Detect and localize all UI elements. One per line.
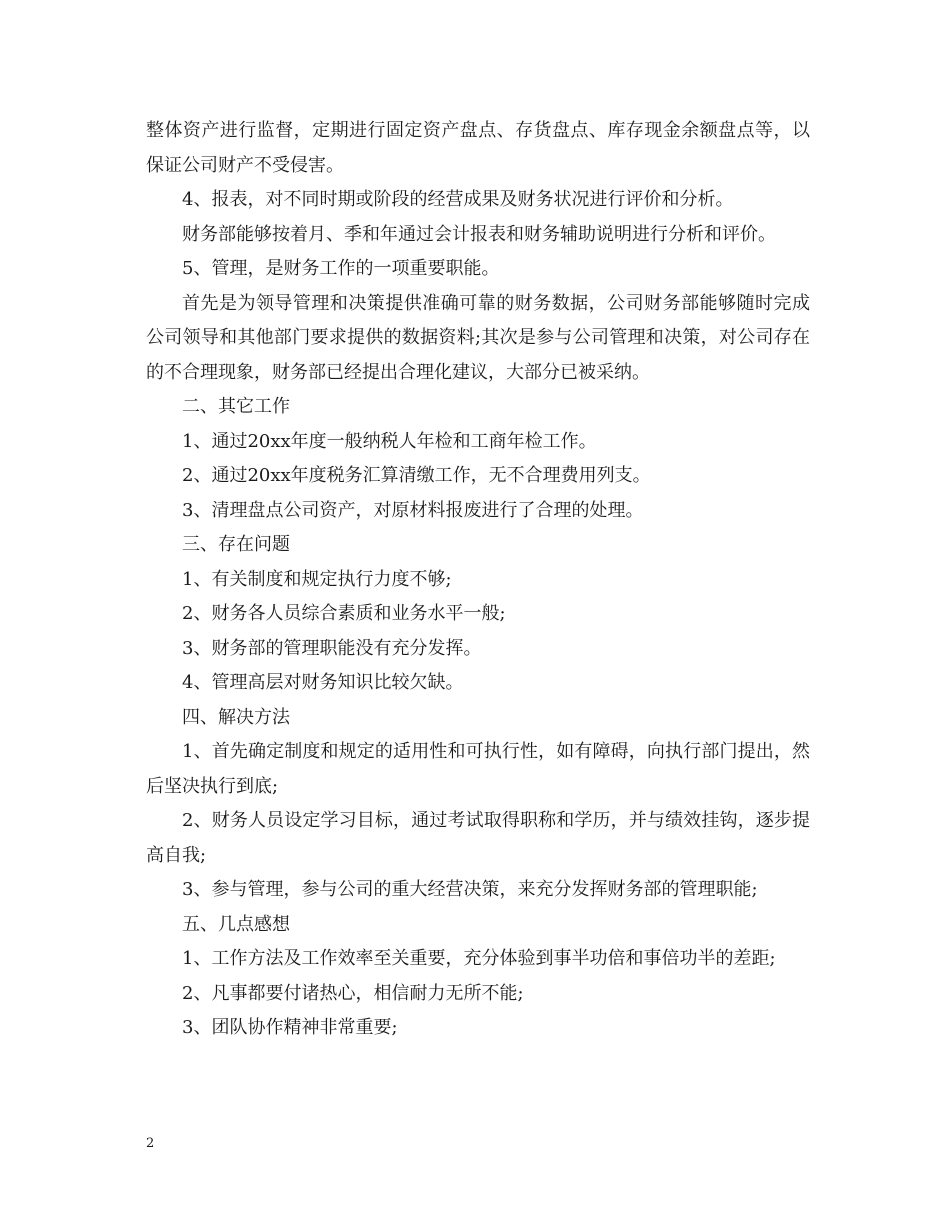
- list-item: 2、财务人员设定学习目标，通过考试取得职称和学历，并与绩效挂钩，逐步提高自我;: [146, 810, 810, 866]
- list-item: 3、清理盘点公司资产，对原材料报废进行了合理的处理。: [182, 499, 644, 521]
- list-item: 3、财务部的管理职能没有充分发挥。: [182, 637, 482, 659]
- paragraph: 财务部能够按着月、季和年通过会计报表和财务辅助说明进行分析和评价。: [182, 223, 776, 245]
- section-heading: 四、解决方法: [182, 706, 290, 728]
- list-item: 1、有关制度和规定执行力度不够;: [182, 568, 452, 590]
- list-item: 2、财务各人员综合素质和业务水平一般;: [182, 603, 506, 624]
- list-item: 3、团队协作精神非常重要;: [182, 1017, 398, 1038]
- paragraph: 整体资产进行监督，定期进行固定资产盘点、存货盘点、库存现金余额盘点等，以保证公司财产不受侵害。: [146, 120, 810, 176]
- section-heading: 三、存在问题: [182, 534, 290, 555]
- paragraph: 4、报表，对不同时期或阶段的经营成果及财务状况进行评价和分析。: [182, 189, 734, 210]
- paragraph: 首先是为领导管理和决策提供准确可靠的财务数据，公司财务部能够随时完成公司领导和其他部门要求提供的数据资料;其次是参与公司管理和决策，对公司存在的不合理现象，财务部已经提出合理化建议，大部分已被采纳。: [146, 292, 810, 383]
- section-heading: 五、几点感想: [182, 913, 290, 935]
- list-item: 1、工作方法及工作效率至关重要，充分体验到事半功倍和事倍功半的差距;: [182, 948, 776, 969]
- list-item: 2、凡事都要付诸热心，相信耐力无所不能;: [182, 982, 524, 1004]
- list-item: 1、通过20xx年度一般纳税人年检和工商年检工作。: [182, 430, 597, 452]
- list-item: 3、参与管理，参与公司的重大经营决策，来充分发挥财务部的管理职能;: [182, 879, 758, 900]
- list-item: 2、通过20xx年度税务汇算清缴工作，无不合理费用列支。: [182, 465, 651, 486]
- document-body: [146, 114, 810, 1046]
- list-item: 4、管理高层对财务知识比较欠缺。: [182, 672, 464, 693]
- page-number: 2: [146, 1136, 155, 1151]
- paragraph: 5、管理，是财务工作的一项重要职能。: [182, 258, 500, 279]
- list-item: 1、首先确定制度和规定的适用性和可执行性，如有障碍，向执行部门提出，然后坚决执行到底;: [146, 741, 810, 797]
- section-heading: 二、其它工作: [182, 396, 290, 417]
